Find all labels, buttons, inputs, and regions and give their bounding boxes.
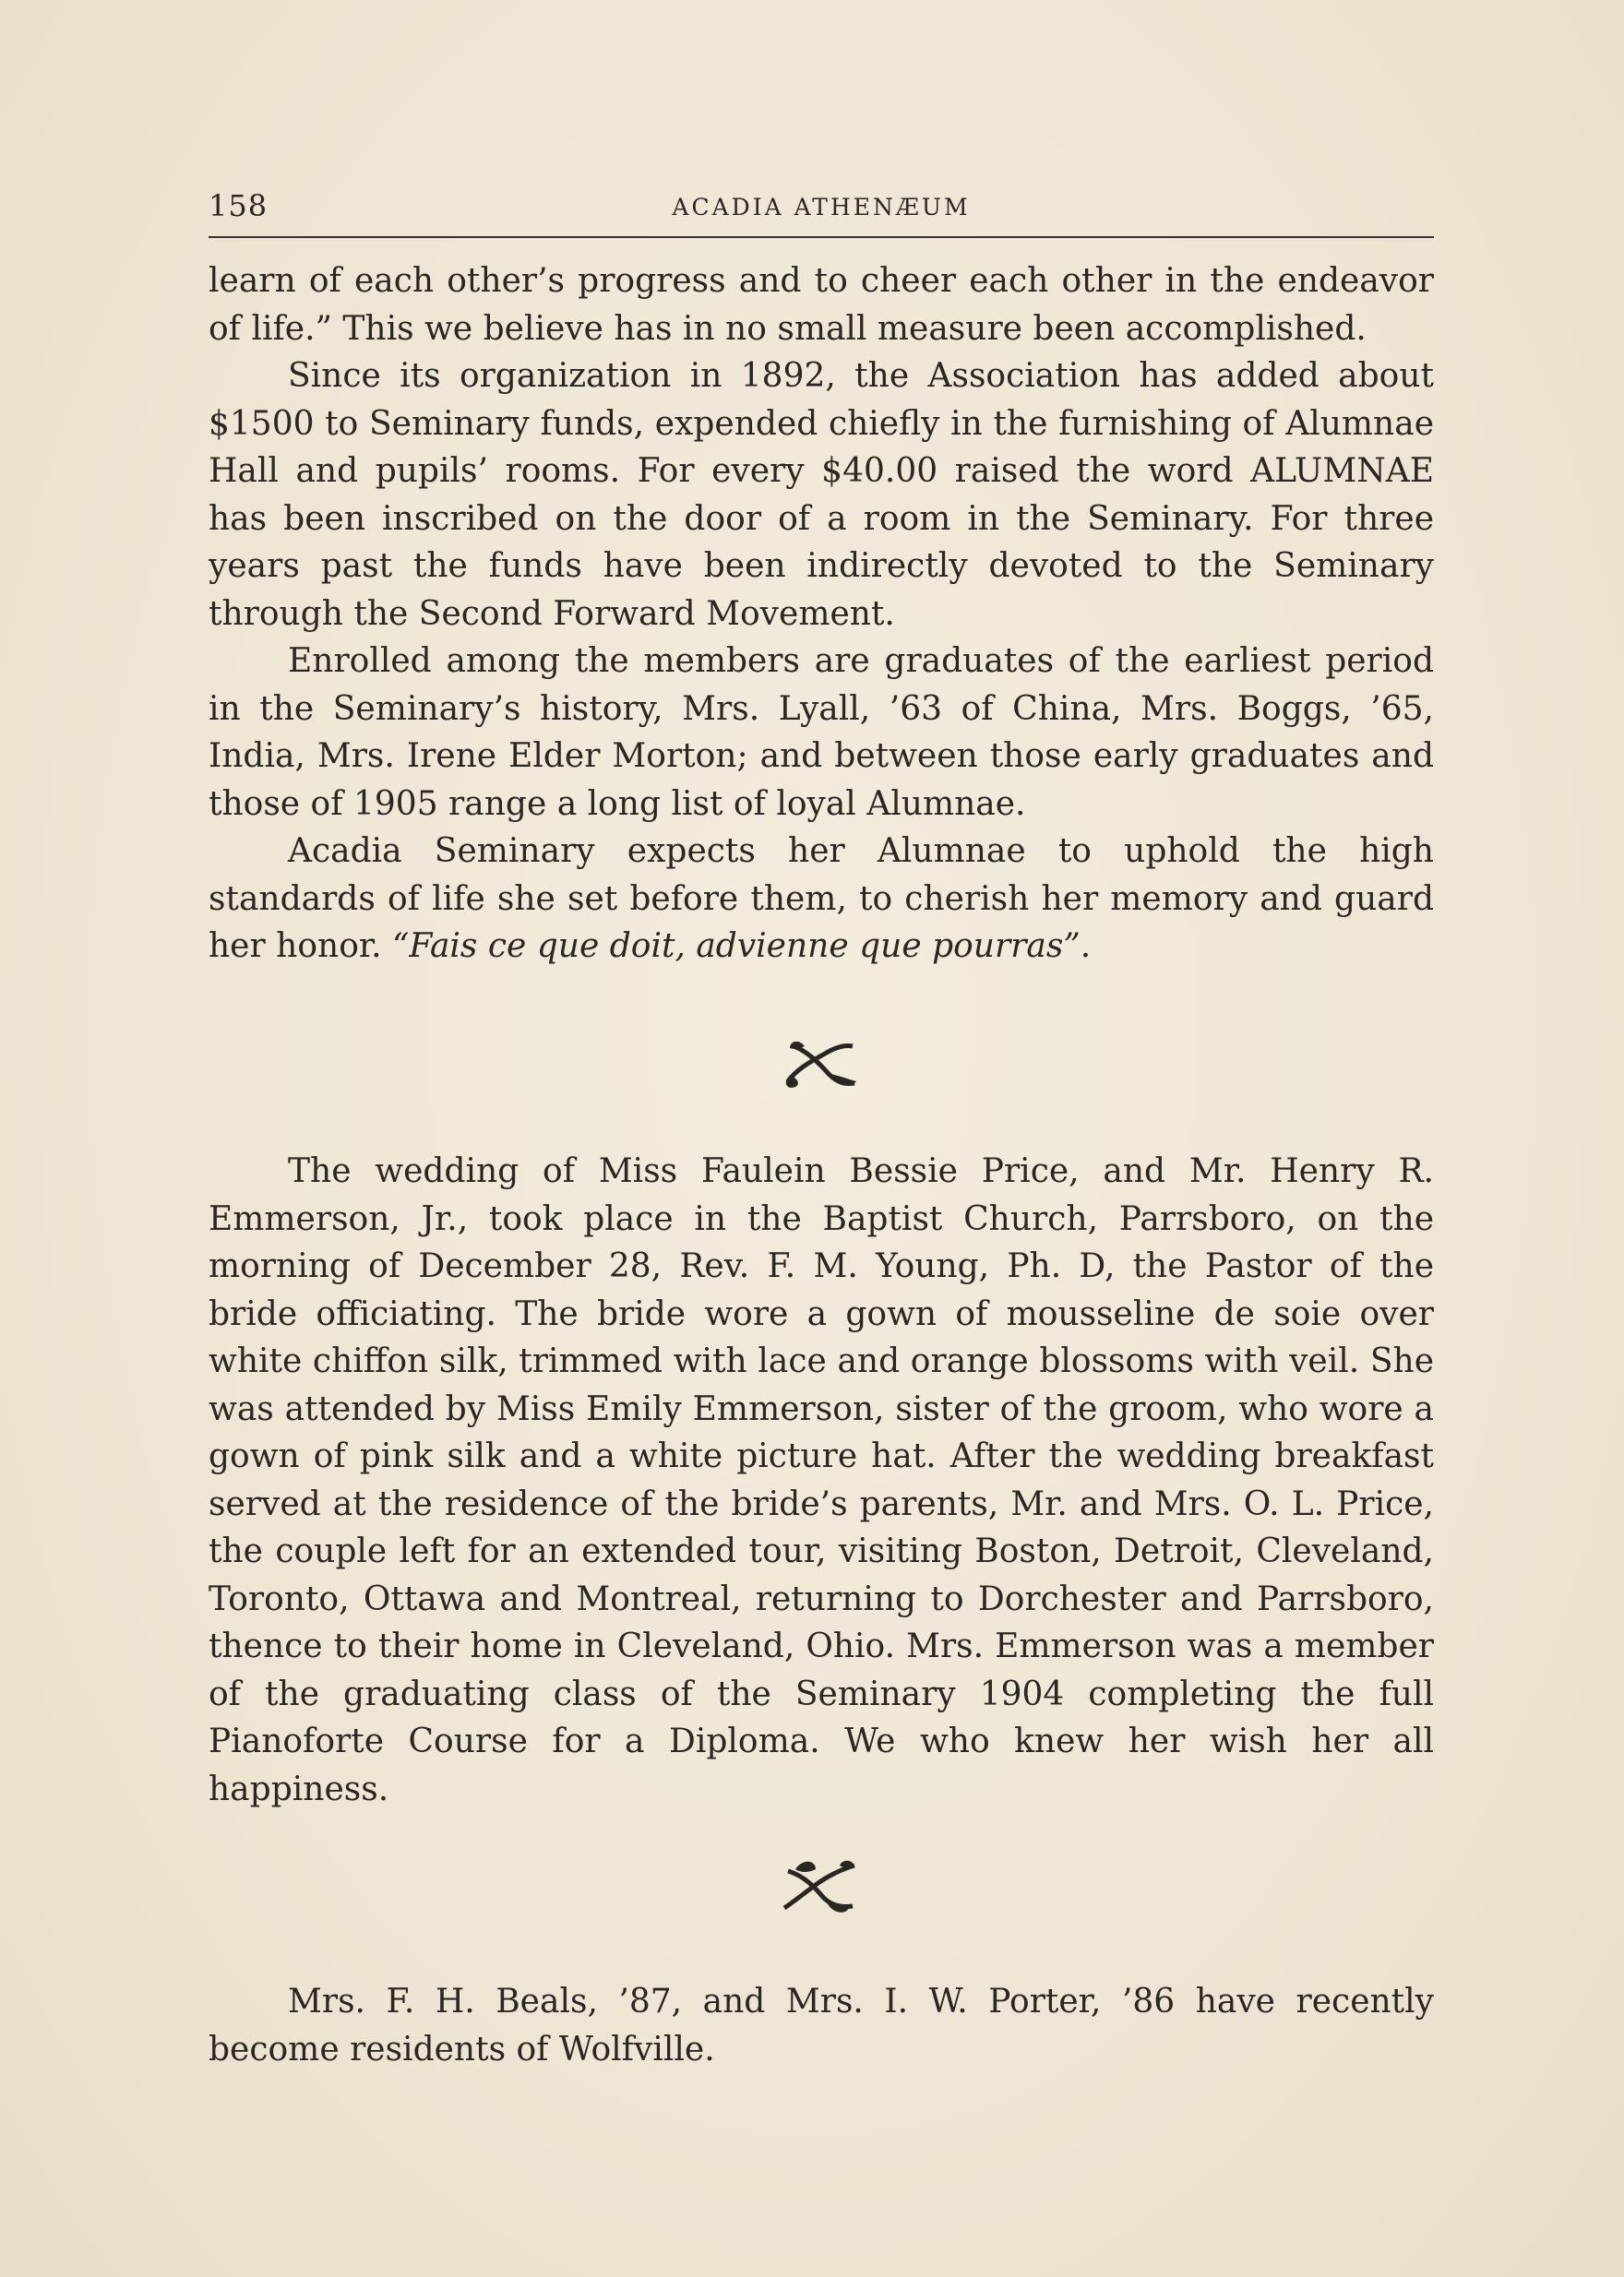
running-head: ACADIA ATHENÆUM [672,194,971,221]
residents-note [209,1978,1434,2073]
paragraph: Enrolled among the members are graduates of the earliest period in the Seminary’s history, Mrs. Lyall, ’63 of China, Mrs. Boggs, ’65, India, Mrs. Irene Elder Morton; and between those early graduates and those of 1905 range a long list of loyal Alumnae. [209,642,1434,823]
paragraph: learn of each other’s progress and to cheer each other in the endeavor of life.” This we believe has in no small measure been accomplished. [209,262,1434,348]
page-number: 158 [209,188,269,223]
paragraph: Since its organization in 1892, the Association has added about $1500 to Seminary funds, expended chiefly in the furnishing of Alumnae Hall and pupils’ rooms. For every $40.00 raised the word ALUMNAE has been inscribed on the door of a room in the Seminary. For three years past the funds have been indirectly devoted to the Seminary through the Second Forward Movement. [209,357,1434,633]
fleuron-ornament-icon [777,1033,860,1098]
wedding-article [209,1148,1434,1813]
paragraph: The wedding of Miss Faulein Bessie Price, and Mr. Henry R. Emmerson, Jr., took place in the Baptist Church, Parrsboro, on the morning of December 28, Rev. F. M. Young, Ph. D, the Pastor of the bride officiating. The bride wore a gown of mousseline de soie over white chiffon silk, trimmed with lace and orange blossoms with veil. She was attended by Miss Emily Emmerson, sister of the groom, who wore a gown of pink silk and a white picture hat. After the wedding breakfast served at the residence of the bride’s parents, Mr. and Mrs. O. L. Price, the couple left for an extended tour, visiting Boston, Detroit, Cleveland, Toronto, Ottawa and Montreal, returning to Dorchester and Parrsboro, thence to their home in Cleveland, Ohio. Mrs. Emmerson was a member of the graduating class of the Seminary 1904 completing the full Pianoforte Course for a Diploma. We who knew her wish her all happiness. [209,1152,1434,1808]
motto: “Fais ce que doit, advienne que pourras” [392,927,1081,965]
paragraph: Mrs. F. H. Beals, ’87, and Mrs. I. W. Porter, ’86 have recently become residents of Wolfville. [209,1983,1434,2068]
paragraph-text: Acadia Seminary expects her Alumnae to uphold the high standards of life she set before them, to cherish her memory and guard her honor. [209,832,1434,965]
page-header [209,185,1434,238]
paragraph [209,828,1434,971]
fleuron-ornament-icon [775,1854,858,1919]
paragraph-end: . [1080,927,1092,965]
alumnae-article [209,257,1434,971]
